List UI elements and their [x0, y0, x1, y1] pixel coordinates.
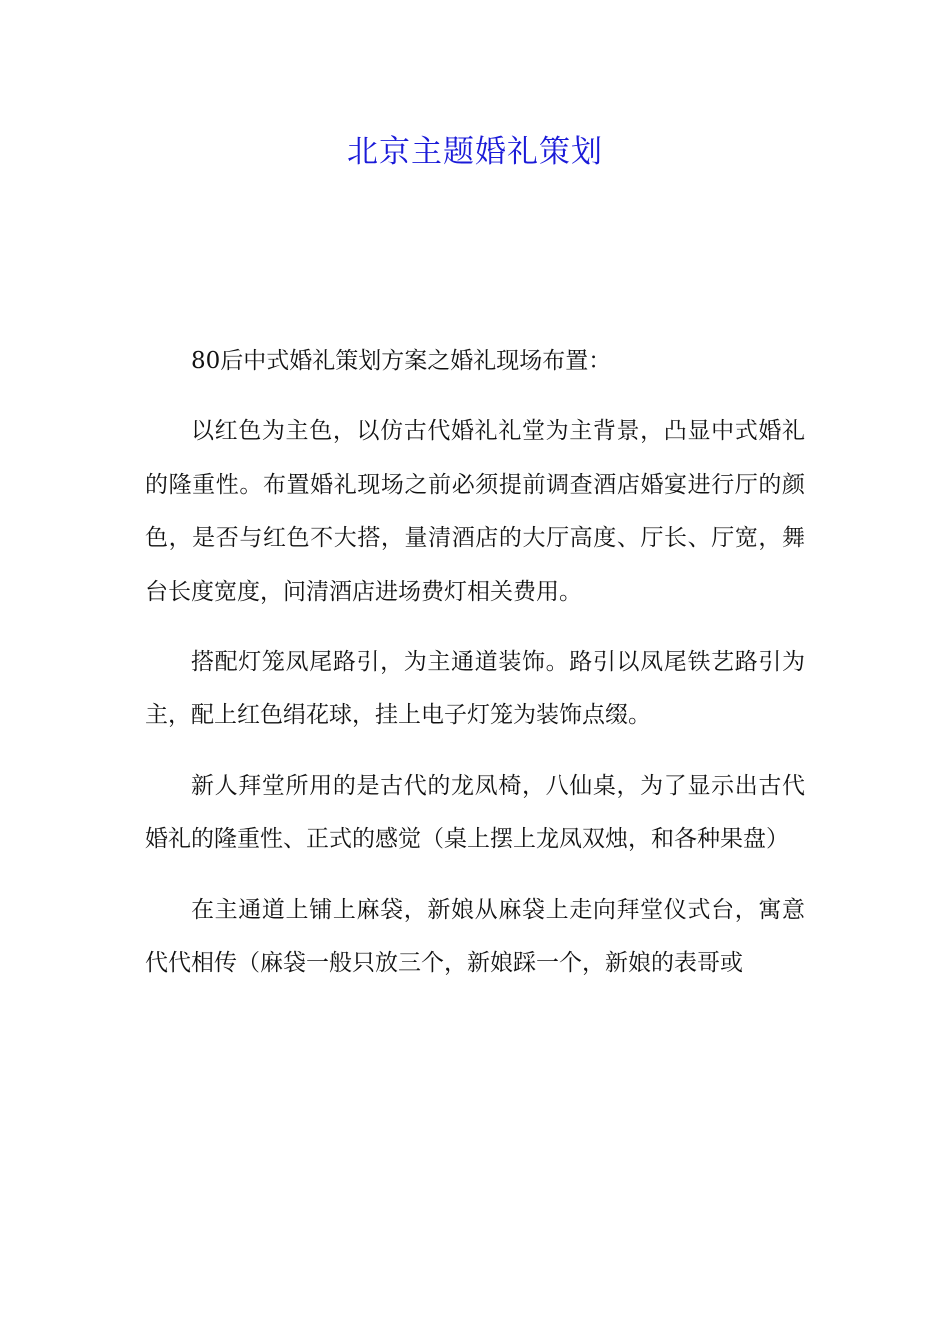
- paragraph-ceremony-furniture: 新人拜堂所用的是古代的龙凤椅，八仙桌，为了显示出古代婚礼的隆重性、正式的感觉（桌上摆上龙凤双烛，和各种果盘）: [145, 772, 805, 853]
- paragraph-sack-walkway: 在主通道上铺上麻袋，新娘从麻袋上走向拜堂仪式台，寓意代代相传（麻袋一般只放三个，新娘踩一个，新娘的表哥或: [145, 896, 805, 977]
- paragraph-layout-intro: 80后中式婚礼策划方案之婚礼现场布置：: [191, 348, 612, 374]
- document-body: [145, 335, 805, 1007]
- paragraph-main-color: 以红色为主色，以仿古代婚礼礼堂为主背景，凸显中式婚礼的隆重性。布置婚礼现场之前必须提前调查酒店婚宴进行厅的颜色，是否与红色不大搭，量清酒店的大厅高度、厅长、厅宽，舞台长度宽度，问清酒店进场费灯相关费用。: [145, 418, 805, 605]
- paragraph-lantern-guide: 搭配灯笼凤尾路引，为主通道装饰。路引以凤尾铁艺路引为主，配上红色绢花球，挂上电子灯笼为装饰点缀。: [145, 649, 805, 729]
- document-title: 北京主题婚礼策划: [347, 134, 603, 170]
